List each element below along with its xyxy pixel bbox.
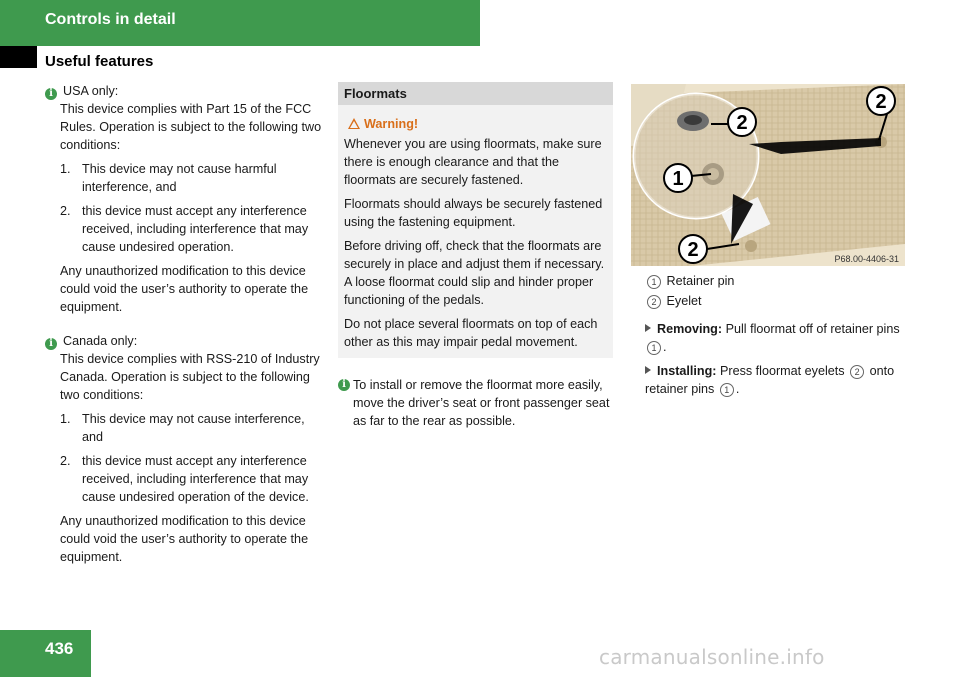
list-item: 2. this device must accept any interference received, including interference that may cause undesired operation. bbox=[60, 204, 309, 254]
svg-text:1: 1 bbox=[672, 168, 684, 190]
callout-2-corner bbox=[867, 87, 895, 115]
canada-outro: Any unauthorized modification to this device could void the user’s authority to operate the equipment. bbox=[60, 514, 309, 564]
legend-item: 2 Eyelet bbox=[645, 292, 910, 310]
info-icon: i bbox=[45, 338, 57, 350]
callout-1 bbox=[664, 164, 692, 192]
list-item: 2. this device must accept any interference received, including interference that may cause undesired operation of the device. bbox=[60, 454, 309, 504]
image-code: P68.00-4406-31 bbox=[834, 254, 899, 264]
middle-column bbox=[338, 82, 613, 430]
floormat-note: i To install or remove the floormat more easily, move the driver’s seat or front passenger seat as far to the rear as possible. bbox=[338, 376, 613, 430]
floormat-illustration bbox=[631, 84, 905, 266]
chapter-title: Controls in detail bbox=[45, 11, 176, 28]
legend-item: 1 Retainer pin bbox=[645, 272, 910, 290]
svg-text:2: 2 bbox=[875, 91, 887, 113]
callout-2-top bbox=[728, 108, 756, 136]
warning-paragraph: Whenever you are using floormats, make sure there is enough clearance and that the floormats are securely fastened. bbox=[344, 137, 602, 187]
page-number: 436 bbox=[45, 639, 74, 658]
floormats-box-title: Floormats bbox=[338, 82, 613, 105]
warning-paragraph: Before driving off, check that the floormats are securely in place and adjust them if necessary. A loose floormat could slip and hinder proper functioning of the pedals. bbox=[344, 239, 605, 307]
removing-step: Removing: Pull floormat off of retainer pins 1 . bbox=[645, 320, 910, 356]
warning-paragraph: Floormats should always be securely fastened using the fastening equipment. bbox=[344, 197, 603, 229]
warning-box bbox=[338, 105, 613, 358]
warning-label: Warning! bbox=[364, 117, 419, 131]
canada-heading: Canada only: bbox=[63, 334, 138, 348]
warning-icon bbox=[348, 118, 360, 129]
warning-paragraph: Do not place several floormats on top of each other as this may impair pedal movement. bbox=[344, 317, 598, 349]
step-arrow-icon bbox=[645, 366, 651, 374]
left-column bbox=[45, 82, 325, 572]
callout-2-bottom bbox=[679, 235, 707, 263]
info-icon: i bbox=[45, 88, 57, 100]
chapter-header-bar bbox=[0, 0, 480, 46]
svg-text:2: 2 bbox=[687, 239, 699, 261]
installing-step: Installing: Press floormat eyelets 2 onto retainer pins 1 . bbox=[645, 364, 895, 396]
list-item: 1. This device may not cause interference, and bbox=[60, 412, 305, 444]
usa-outro: Any unauthorized modification to this device could void the user’s authority to operate the equipment. bbox=[60, 264, 309, 314]
section-title: Useful features bbox=[45, 53, 154, 70]
step-arrow-icon bbox=[645, 324, 651, 332]
usa-intro: This device complies with Part 15 of the FCC Rules. Operation is subject to the following two conditions: bbox=[60, 102, 322, 152]
floormat-diagram bbox=[631, 84, 905, 266]
watermark: carmanualsonline.info bbox=[599, 645, 825, 669]
section-marker bbox=[0, 46, 37, 68]
usa-heading: USA only: bbox=[63, 84, 119, 98]
info-icon: i bbox=[338, 379, 350, 391]
right-column bbox=[645, 272, 910, 398]
svg-text:2: 2 bbox=[736, 112, 748, 134]
usa-notice bbox=[45, 82, 325, 316]
list-item: 1. This device may not cause harmful interference, and bbox=[60, 162, 277, 194]
canada-notice bbox=[45, 332, 325, 566]
canada-intro: This device complies with RSS-210 of Industry Canada. Operation is subject to the following two conditions: bbox=[60, 352, 320, 402]
